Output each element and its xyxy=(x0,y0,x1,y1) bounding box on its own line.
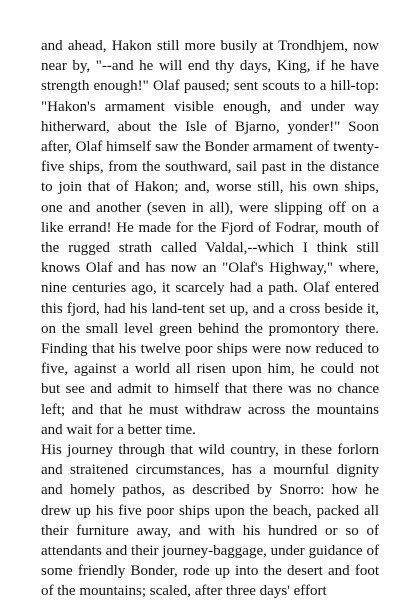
paragraph-1: and ahead, Hakon still more busily at Trondhjem, now near by, "--and he will end thy days, King, if he have strength enough!" Olaf paused; sent scouts to a hill-top: "Hakon's armament visible enough, and under way hitherward, about the Isle of Bjarno, yonder!" Soon after, Olaf himself saw the Bonder armament of twenty-five ships, from the southward, sail past in the distance to join that of Hakon; and, worse still, his own ships, one and another (seven in all), were slipping off on a like errand! He made for the Fjord of Fodrar, mouth of the rugged strath called Valdal,--which I think still knows Olaf and has now an "Olaf's Highway," where, nine centuries ago, it scarcely had a path. Olaf entered this fjord, had his land-tent set up, and a cross beside it, on the small level green behind the promontory there. Finding that his twelve poor ships were now reduced to five, against a world all risen upon him, he could not but see and admit to himself that there was no chance left; and that he must withdraw across the mountains and wait for a better time. xyxy=(41,38,379,438)
paragraph-2: His journey through that wild country, in these forlorn and straitened circumstances, has a mournful dignity and homely pathos, as described by Snorro: how he drew up his five poor ships upon the beach, packed all their furniture away, and with his hundred or so of attendants and their journey-baggage, under guidance of some friendly Bonder, rode up into the desert and foot of the mountains; scaled, after three days' effort xyxy=(41,442,379,600)
document-page xyxy=(41,36,379,602)
